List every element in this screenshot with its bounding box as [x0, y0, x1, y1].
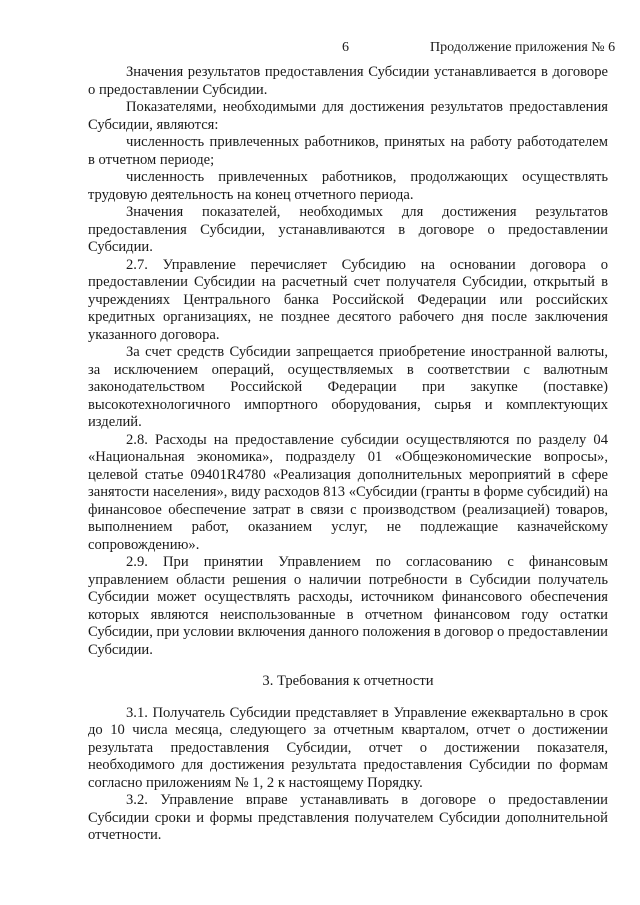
paragraph-currency-restriction: За счет средств Субсидии запрещается приобретение иностранной валюты, за исключением операций, осуществляемых в соответствии с валютным законодательством Российской Федерации при закупке (поставке) высокотехнологичного импортного оборудования, сырья и комплектующих изделий.: [88, 344, 608, 430]
paragraph-2-9: 2.9. При принятии Управлением по согласованию с финансовым управлением области решения о наличии потребности в Субсидии получатель Субсидии может осуществлять расходы, источником финансового обеспечения которых являются неиспользованные в отчетном финансовом году остатки Субсидии, при условии включения данного положения в договор о предоставлении Субсидии.: [88, 554, 608, 658]
paragraph-indicator-continuing-workers: численность привлеченных работников, продолжающих осуществлять трудовую деятельность на конец отчетного периода.: [88, 169, 608, 203]
paragraph-3-2: 3.2. Управление вправе устанавливать в договоре о предоставлении Субсидии сроки и формы представления получателем Субсидии дополнительной отчетности.: [88, 792, 608, 843]
section-heading-reporting: 3. Требования к отчетности: [262, 673, 434, 689]
paragraph-2-7: 2.7. Управление перечисляет Субсидию на основании договора о предоставлении Субсидии на расчетный счет получателя Субсидии, открытый в учреждениях Центрального банка Российской Федерации или российских кредитных организациях, не позднее десятого рабочего дня после заключения указанного договора.: [88, 256, 608, 343]
document-body: [88, 64, 608, 845]
paragraph-indicator-hired-workers: численность привлеченных работников, принятых на работу работодателем в отчетном периоде;: [88, 134, 608, 168]
appendix-continuation-note: Продолжение приложения № 6: [430, 40, 616, 55]
paragraph-2-8: 2.8. Расходы на предоставление субсидии осуществляются по разделу 04 «Национальная экономика», подразделу 01 «Общеэкономические вопросы», целевой статье 09401R4780 «Реализация дополнительных мероприятий в сфере занятости населения», виду расходов 813 «Субсидии (гранты в форме субсидий) на финансовое обеспечение затрат в связи с производством (реализацией) товаров, выполнением работ, оказанием услуг, не подлежащие казначейскому сопровождению».: [88, 431, 608, 553]
paragraph-indicators-intro: Показателями, необходимыми для достижения результатов предоставления Субсидии, являются:: [88, 99, 608, 133]
paragraph-indicator-values: Значения показателей, необходимых для достижения результатов предоставления Субсидии, устанавливаются в договоре о предоставлении Субсидии.: [88, 204, 608, 255]
paragraph-results-values: Значения результатов предоставления Субсидии устанавливается в договоре о предоставлении Субсидии.: [88, 64, 608, 98]
paragraph-3-1: 3.1. Получатель Субсидии представляет в Управление ежеквартально в срок до 10 числа месяца, следующего за отчетным кварталом, отчет о достижении результата предоставления Субсидии, отчет о достижении показателя, необходимого для достижения результата предоставления Субсидии по формам согласно приложениям № 1, 2 к настоящему Порядку.: [88, 704, 608, 791]
page-number: 6: [342, 40, 349, 55]
